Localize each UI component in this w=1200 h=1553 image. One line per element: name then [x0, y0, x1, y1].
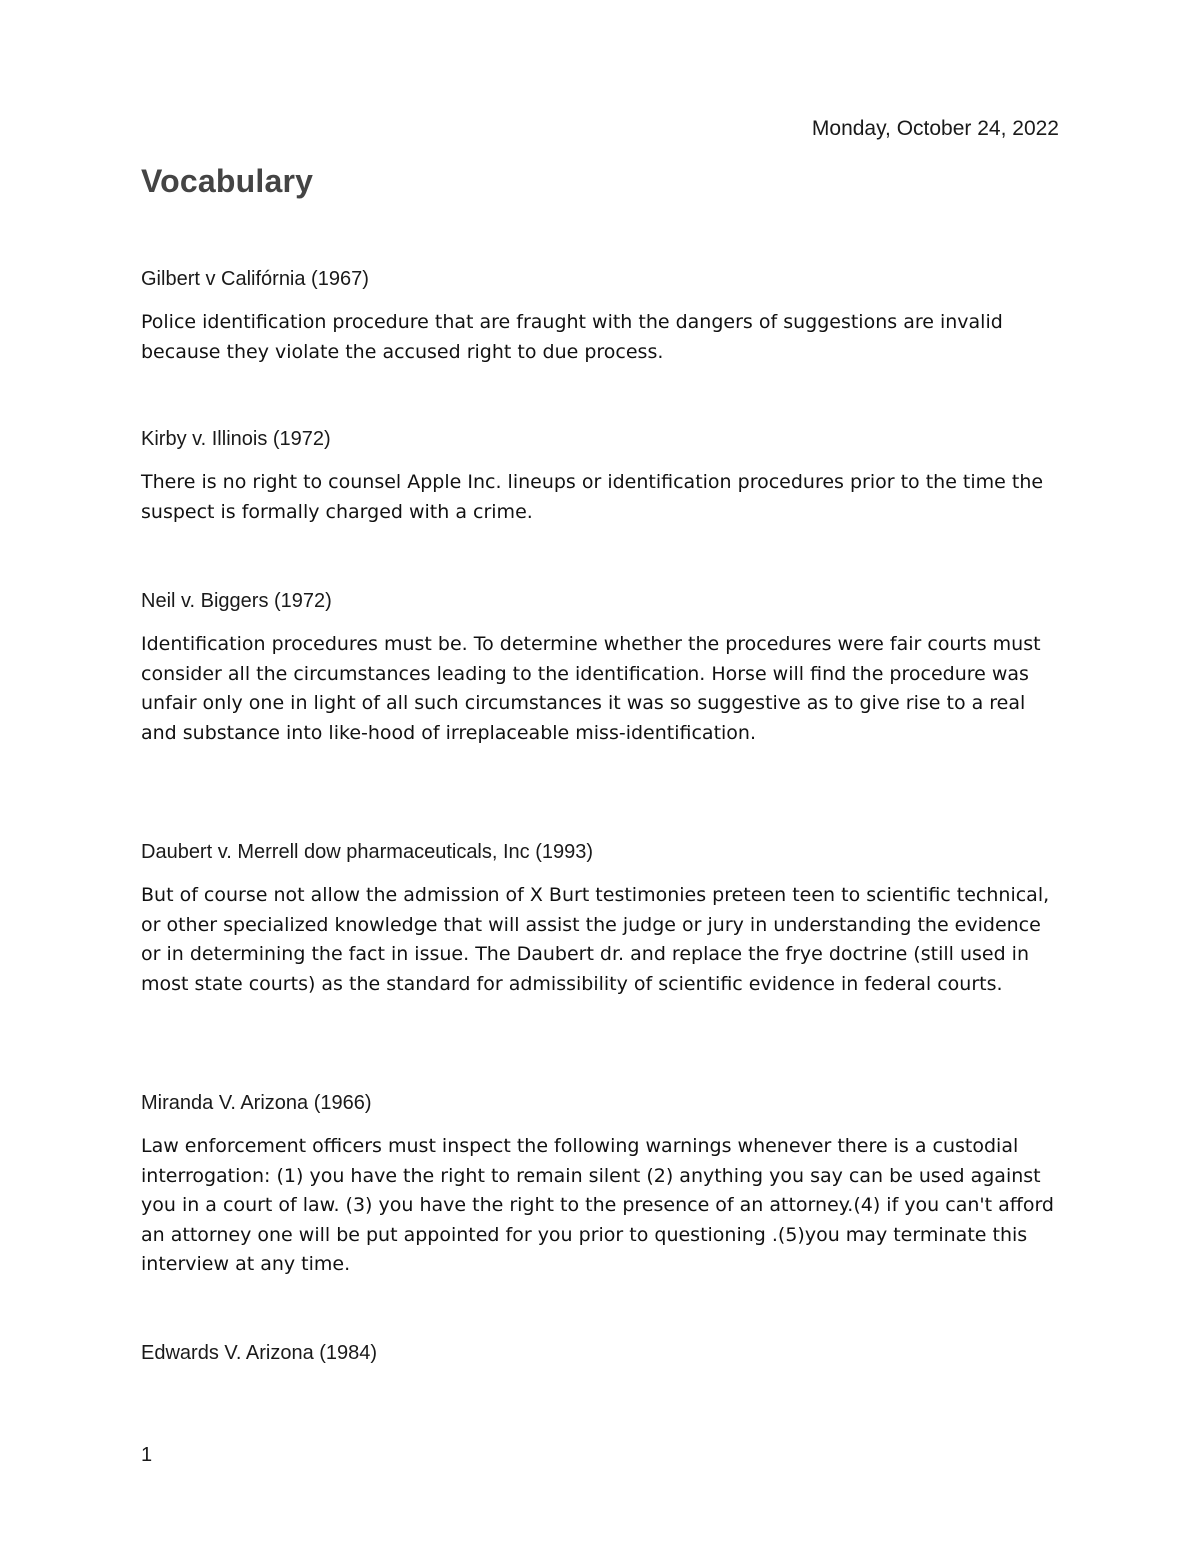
case-heading-neil: Neil v. Biggers (1972) — [141, 590, 332, 612]
case-body-neil: Identification procedures must be. To determine whether the procedures were fair courts must consider all the circumstances leading to the identification. Horse will find the procedure was unfair only one in light of all such circumstances it was so suggestive as to give rise to a real and substance into like-hood of irreplaceable miss-identification. — [141, 633, 1041, 744]
page-number: 1 — [141, 1444, 153, 1466]
case-body-gilbert: Police identification procedure that are fraught with the dangers of suggestions are invalid because they violate the accused right to due process. — [141, 311, 1003, 363]
case-body-daubert: But of course not allow the admission of X Burt testimonies preteen teen to scientific technical, or other specialized knowledge that will assist the judge or jury in understanding the evidence or in determining the fact in issue. The Daubert dr. and replace the frye doctrine (still used in most state courts) as the standard for admissibility of scientific evidence in federal courts. — [141, 884, 1050, 995]
case-body-miranda: Law enforcement officers must inspect the following warnings whenever there is a custodial interrogation: (1) you have the right to remain silent (2) anything you say can be used against you in a court of law. (3) you have the right to the presence of an attorney.(4) if you can't afford an attorney one will be put appointed for you prior to questioning .(5)you may terminate this interview at any time. — [141, 1135, 1054, 1275]
case-heading-gilbert: Gilbert v Califórnia (1967) — [141, 268, 369, 290]
case-body-kirby: There is no right to counsel Apple Inc. lineups or identification procedures prior to the time the suspect is formally charged with a crime. — [141, 471, 1044, 523]
case-heading-daubert: Daubert v. Merrell dow pharmaceuticals, Inc (1993) — [141, 841, 594, 863]
case-heading-edwards: Edwards V. Arizona (1984) — [141, 1342, 378, 1364]
document-date: Monday, October 24, 2022 — [811, 117, 1059, 140]
case-heading-kirby: Kirby v. Illinois (1972) — [141, 428, 331, 450]
case-heading-miranda: Miranda V. Arizona (1966) — [141, 1092, 372, 1114]
page-title: Vocabulary — [141, 163, 314, 199]
